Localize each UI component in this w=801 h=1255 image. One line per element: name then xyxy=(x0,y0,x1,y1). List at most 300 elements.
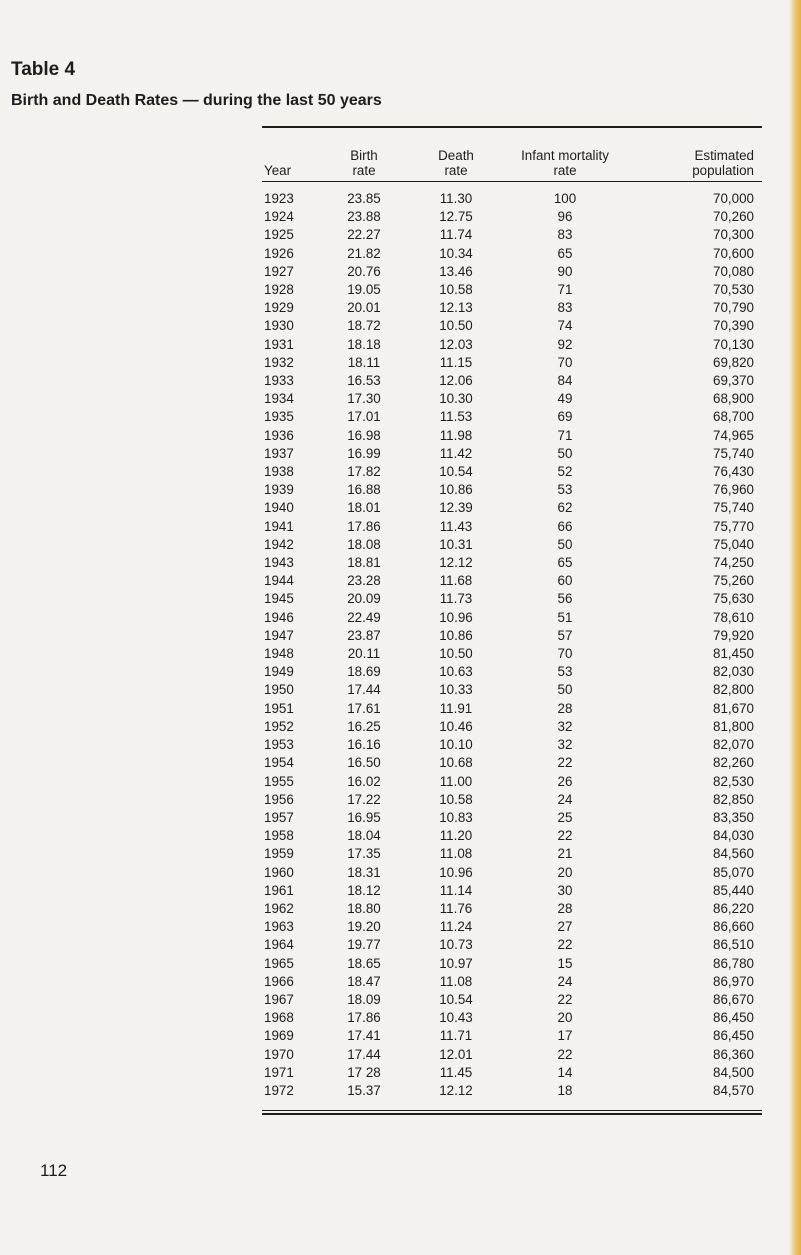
table-row xyxy=(262,499,762,517)
table-row xyxy=(262,245,762,263)
header-year: Year xyxy=(264,163,292,178)
table-row xyxy=(262,809,762,827)
table-row xyxy=(262,317,762,335)
cell-death-rate: 11.24 xyxy=(439,919,473,935)
table-body xyxy=(262,182,762,1110)
header-estimated-population: Estimated population xyxy=(692,148,754,178)
cell-estimated-population: 69,370 xyxy=(713,373,754,389)
cell-death-rate: 12.06 xyxy=(439,373,473,389)
cell-death-rate: 11.14 xyxy=(439,882,473,898)
table-row xyxy=(262,645,762,663)
cell-infant-mortality: 100 xyxy=(553,191,577,206)
cell-infant-mortality: 25 xyxy=(557,809,573,825)
cell-infant-mortality: 20 xyxy=(557,1010,573,1026)
cell-year: 1925 xyxy=(264,227,294,243)
table-row xyxy=(262,390,762,408)
cell-estimated-population: 84,030 xyxy=(713,828,754,844)
cell-birth-rate: 17.35 xyxy=(347,846,381,862)
cell-death-rate: 10.34 xyxy=(439,245,473,261)
cell-infant-mortality: 70 xyxy=(557,354,573,370)
table-row xyxy=(262,1046,762,1064)
cell-estimated-population: 86,220 xyxy=(713,900,754,916)
cell-estimated-population: 86,510 xyxy=(713,937,754,953)
cell-birth-rate: 18.72 xyxy=(347,318,381,334)
cell-estimated-population: 84,560 xyxy=(713,846,754,862)
cell-infant-mortality: 22 xyxy=(557,937,573,953)
cell-estimated-population: 70,390 xyxy=(713,318,754,334)
table-row xyxy=(262,663,762,681)
cell-birth-rate: 16.16 xyxy=(347,737,381,753)
cell-birth-rate: 17.01 xyxy=(347,409,381,425)
cell-estimated-population: 79,920 xyxy=(713,627,754,643)
cell-year: 1937 xyxy=(264,445,294,461)
cell-birth-rate: 23.28 xyxy=(347,573,381,589)
cell-death-rate: 10.58 xyxy=(439,282,473,298)
cell-year: 1942 xyxy=(264,536,294,552)
cell-estimated-population: 70,260 xyxy=(713,209,754,225)
table-title: Table 4 xyxy=(11,59,76,80)
cell-year: 1965 xyxy=(264,955,294,971)
cell-infant-mortality: 83 xyxy=(557,300,573,316)
table-row xyxy=(262,736,762,754)
cell-year: 1963 xyxy=(264,919,294,935)
cell-year: 1953 xyxy=(264,737,294,753)
cell-death-rate: 11.53 xyxy=(439,409,473,425)
cell-birth-rate: 23.88 xyxy=(347,209,381,225)
cell-birth-rate: 18.09 xyxy=(347,991,381,1007)
cell-birth-rate: 20.09 xyxy=(347,591,381,607)
cell-infant-mortality: 52 xyxy=(557,464,573,480)
cell-year: 1972 xyxy=(264,1082,294,1098)
cell-infant-mortality: 22 xyxy=(557,828,573,844)
table-row xyxy=(262,773,762,791)
cell-death-rate: 10.31 xyxy=(439,536,473,552)
cell-estimated-population: 82,800 xyxy=(713,682,754,698)
cell-estimated-population: 68,700 xyxy=(713,409,754,425)
cell-estimated-population: 86,970 xyxy=(713,973,754,989)
cell-year: 1954 xyxy=(264,755,294,771)
table-row xyxy=(262,481,762,499)
cell-birth-rate: 16.02 xyxy=(347,773,381,789)
table-row xyxy=(262,718,762,736)
cell-death-rate: 10.58 xyxy=(439,791,473,807)
cell-estimated-population: 86,450 xyxy=(713,1010,754,1026)
cell-year: 1936 xyxy=(264,427,294,443)
table-row xyxy=(262,827,762,845)
cell-infant-mortality: 32 xyxy=(557,718,573,734)
cell-year: 1951 xyxy=(264,700,294,716)
cell-year: 1964 xyxy=(264,937,294,953)
table-row xyxy=(262,263,762,281)
cell-estimated-population: 76,960 xyxy=(713,482,754,498)
cell-infant-mortality: 62 xyxy=(557,500,573,516)
cell-birth-rate: 18.01 xyxy=(347,500,381,516)
cell-death-rate: 10.46 xyxy=(439,718,473,734)
cell-estimated-population: 70,790 xyxy=(713,300,754,316)
cell-death-rate: 11.20 xyxy=(439,828,473,844)
cell-birth-rate: 18.47 xyxy=(347,973,381,989)
cell-death-rate: 10.30 xyxy=(439,391,473,407)
cell-infant-mortality: 20 xyxy=(557,864,573,880)
cell-birth-rate: 16.88 xyxy=(347,482,381,498)
cell-infant-mortality: 57 xyxy=(557,627,573,643)
cell-death-rate: 11.68 xyxy=(439,573,473,589)
cell-infant-mortality: 28 xyxy=(557,700,573,716)
cell-infant-mortality: 24 xyxy=(557,791,573,807)
cell-infant-mortality: 69 xyxy=(557,409,573,425)
cell-estimated-population: 78,610 xyxy=(713,609,754,625)
cell-year: 1957 xyxy=(264,809,294,825)
cell-death-rate: 11.71 xyxy=(439,1028,473,1044)
cell-infant-mortality: 17 xyxy=(557,1028,573,1044)
cell-birth-rate: 17.86 xyxy=(347,518,381,534)
table-row xyxy=(262,463,762,481)
cell-estimated-population: 75,740 xyxy=(713,445,754,461)
cell-birth-rate: 17.82 xyxy=(347,464,381,480)
cell-year: 1924 xyxy=(264,209,294,225)
table-row xyxy=(262,590,762,608)
cell-estimated-population: 86,780 xyxy=(713,955,754,971)
table-row xyxy=(262,182,762,208)
cell-estimated-population: 82,030 xyxy=(713,664,754,680)
cell-infant-mortality: 18 xyxy=(557,1082,573,1098)
cell-death-rate: 12.01 xyxy=(439,1046,473,1062)
cell-death-rate: 10.86 xyxy=(439,627,473,643)
cell-estimated-population: 86,670 xyxy=(713,991,754,1007)
cell-death-rate: 10.83 xyxy=(439,809,473,825)
cell-infant-mortality: 96 xyxy=(557,209,573,225)
table-row xyxy=(262,281,762,299)
cell-infant-mortality: 51 xyxy=(557,609,573,625)
cell-estimated-population: 74,965 xyxy=(713,427,754,443)
table-row xyxy=(262,1064,762,1082)
cell-infant-mortality: 14 xyxy=(557,1064,573,1080)
cell-death-rate: 11.98 xyxy=(439,427,473,443)
cell-death-rate: 11.42 xyxy=(439,445,473,461)
cell-estimated-population: 69,820 xyxy=(713,354,754,370)
cell-death-rate: 10.73 xyxy=(439,937,473,953)
cell-birth-rate: 18.80 xyxy=(347,900,381,916)
cell-estimated-population: 81,800 xyxy=(713,718,754,734)
table-row xyxy=(262,572,762,590)
table-row xyxy=(262,518,762,536)
cell-birth-rate: 22.49 xyxy=(347,609,381,625)
cell-estimated-population: 82,070 xyxy=(713,737,754,753)
table-row xyxy=(262,700,762,718)
table-row xyxy=(262,554,762,572)
cell-infant-mortality: 22 xyxy=(557,755,573,771)
cell-infant-mortality: 28 xyxy=(557,900,573,916)
cell-estimated-population: 70,300 xyxy=(713,227,754,243)
cell-estimated-population: 70,530 xyxy=(713,282,754,298)
cell-infant-mortality: 84 xyxy=(557,373,573,389)
cell-estimated-population: 68,900 xyxy=(713,391,754,407)
cell-birth-rate: 23.85 xyxy=(347,191,381,206)
table-row xyxy=(262,372,762,390)
cell-year: 1926 xyxy=(264,245,294,261)
cell-birth-rate: 16.25 xyxy=(347,718,381,734)
cell-year: 1935 xyxy=(264,409,294,425)
cell-death-rate: 11.76 xyxy=(439,900,473,916)
cell-birth-rate: 18.04 xyxy=(347,828,381,844)
cell-death-rate: 10.50 xyxy=(439,318,473,334)
cell-birth-rate: 18.81 xyxy=(347,555,381,571)
cell-estimated-population: 83,350 xyxy=(713,809,754,825)
cell-birth-rate: 15.37 xyxy=(347,1082,381,1098)
cell-birth-rate: 19.05 xyxy=(347,282,381,298)
cell-year: 1932 xyxy=(264,354,294,370)
cell-birth-rate: 18.69 xyxy=(347,664,381,680)
cell-year: 1958 xyxy=(264,828,294,844)
cell-infant-mortality: 90 xyxy=(557,263,573,279)
cell-infant-mortality: 53 xyxy=(557,482,573,498)
cell-infant-mortality: 66 xyxy=(557,518,573,534)
cell-estimated-population: 74,250 xyxy=(713,555,754,571)
cell-infant-mortality: 53 xyxy=(557,664,573,680)
cell-year: 1969 xyxy=(264,1028,294,1044)
table-row xyxy=(262,754,762,772)
cell-year: 1955 xyxy=(264,773,294,789)
cell-infant-mortality: 92 xyxy=(557,336,573,352)
cell-death-rate: 11.08 xyxy=(439,973,473,989)
table-row xyxy=(262,681,762,699)
cell-estimated-population: 84,570 xyxy=(713,1082,754,1098)
cell-death-rate: 10.33 xyxy=(439,682,473,698)
cell-year: 1948 xyxy=(264,646,294,662)
cell-estimated-population: 84,500 xyxy=(713,1064,754,1080)
header-infant-mortality: Infant mortality rate xyxy=(521,148,609,178)
cell-infant-mortality: 24 xyxy=(557,973,573,989)
cell-infant-mortality: 27 xyxy=(557,919,573,935)
cell-birth-rate: 22.27 xyxy=(347,227,381,243)
cell-birth-rate: 19.77 xyxy=(347,937,381,953)
cell-infant-mortality: 74 xyxy=(557,318,573,334)
cell-death-rate: 11.15 xyxy=(439,354,473,370)
cell-birth-rate: 18.12 xyxy=(347,882,381,898)
cell-death-rate: 10.50 xyxy=(439,646,473,662)
cell-birth-rate: 17.41 xyxy=(347,1028,381,1044)
table-row xyxy=(262,208,762,226)
cell-death-rate: 10.86 xyxy=(439,482,473,498)
cell-estimated-population: 70,130 xyxy=(713,336,754,352)
cell-birth-rate: 23.87 xyxy=(347,627,381,643)
table-row xyxy=(262,609,762,627)
table-row xyxy=(262,918,762,936)
cell-birth-rate: 17.22 xyxy=(347,791,381,807)
cell-year: 1949 xyxy=(264,664,294,680)
cell-infant-mortality: 50 xyxy=(557,445,573,461)
cell-birth-rate: 18.31 xyxy=(347,864,381,880)
cell-year: 1923 xyxy=(264,191,294,206)
cell-year: 1962 xyxy=(264,900,294,916)
cell-infant-mortality: 32 xyxy=(557,737,573,753)
cell-year: 1940 xyxy=(264,500,294,516)
table-row xyxy=(262,408,762,426)
cell-infant-mortality: 21 xyxy=(557,846,573,862)
cell-birth-rate: 16.95 xyxy=(347,809,381,825)
cell-year: 1928 xyxy=(264,282,294,298)
cell-estimated-population: 82,260 xyxy=(713,755,754,771)
cell-estimated-population: 75,770 xyxy=(713,518,754,534)
table-row xyxy=(262,882,762,900)
cell-year: 1943 xyxy=(264,555,294,571)
cell-year: 1956 xyxy=(264,791,294,807)
table-row xyxy=(262,973,762,991)
cell-year: 1950 xyxy=(264,682,294,698)
table-row xyxy=(262,226,762,244)
cell-death-rate: 11.00 xyxy=(439,773,473,789)
cell-estimated-population: 70,080 xyxy=(713,263,754,279)
cell-birth-rate: 18.08 xyxy=(347,536,381,552)
header-death-rate: Death rate xyxy=(438,148,474,178)
cell-death-rate: 11.43 xyxy=(439,518,473,534)
cell-year: 1967 xyxy=(264,991,294,1007)
cell-estimated-population: 86,450 xyxy=(713,1028,754,1044)
cell-birth-rate: 17.44 xyxy=(347,1046,381,1062)
cell-estimated-population: 75,260 xyxy=(713,573,754,589)
table-row xyxy=(262,864,762,882)
table-row xyxy=(262,845,762,863)
table-row xyxy=(262,336,762,354)
cell-year: 1930 xyxy=(264,318,294,334)
cell-infant-mortality: 50 xyxy=(557,682,573,698)
cell-death-rate: 12.12 xyxy=(439,555,473,571)
cell-year: 1966 xyxy=(264,973,294,989)
cell-death-rate: 10.10 xyxy=(439,737,473,753)
cell-infant-mortality: 15 xyxy=(557,955,573,971)
cell-infant-mortality: 70 xyxy=(557,646,573,662)
cell-death-rate: 10.97 xyxy=(439,955,473,971)
cell-estimated-population: 86,360 xyxy=(713,1046,754,1062)
cell-death-rate: 12.12 xyxy=(439,1082,473,1098)
cell-birth-rate: 16.53 xyxy=(347,373,381,389)
cell-death-rate: 11.30 xyxy=(439,191,473,206)
cell-infant-mortality: 83 xyxy=(557,227,573,243)
cell-infant-mortality: 30 xyxy=(557,882,573,898)
cell-birth-rate: 16.98 xyxy=(347,427,381,443)
cell-birth-rate: 17.86 xyxy=(347,1010,381,1026)
cell-birth-rate: 20.11 xyxy=(347,646,381,662)
cell-estimated-population: 85,070 xyxy=(713,864,754,880)
cell-year: 1933 xyxy=(264,373,294,389)
bottom-rule-thick xyxy=(262,1113,762,1115)
cell-death-rate: 10.68 xyxy=(439,755,473,771)
cell-year: 1961 xyxy=(264,882,294,898)
cell-estimated-population: 81,670 xyxy=(713,700,754,716)
rates-table-container xyxy=(262,126,762,1115)
cell-year: 1929 xyxy=(264,300,294,316)
table-row xyxy=(262,1082,762,1110)
cell-estimated-population: 82,850 xyxy=(713,791,754,807)
cell-infant-mortality: 26 xyxy=(557,773,573,789)
table-row xyxy=(262,536,762,554)
cell-year: 1971 xyxy=(264,1064,294,1080)
table-row xyxy=(262,900,762,918)
cell-year: 1934 xyxy=(264,391,294,407)
cell-birth-rate: 17.44 xyxy=(347,682,381,698)
cell-birth-rate: 16.99 xyxy=(347,445,381,461)
rates-table xyxy=(262,128,762,181)
cell-death-rate: 11.45 xyxy=(439,1064,473,1080)
cell-death-rate: 10.63 xyxy=(439,664,473,680)
cell-estimated-population: 82,530 xyxy=(713,773,754,789)
cell-death-rate: 11.08 xyxy=(439,846,473,862)
table-row xyxy=(262,1027,762,1045)
table-row xyxy=(262,299,762,317)
cell-birth-rate: 18.18 xyxy=(347,336,381,352)
cell-estimated-population: 75,040 xyxy=(713,536,754,552)
table-subtitle: Birth and Death Rates — during the last 50 years xyxy=(11,92,382,109)
cell-year: 1938 xyxy=(264,464,294,480)
cell-estimated-population: 86,660 xyxy=(713,919,754,935)
header-row xyxy=(262,128,762,181)
cell-birth-rate: 16.50 xyxy=(347,755,381,771)
cell-year: 1939 xyxy=(264,482,294,498)
header-birth-rate: Birth rate xyxy=(350,148,378,178)
table-row xyxy=(262,936,762,954)
rates-table-body xyxy=(262,182,762,1110)
cell-estimated-population: 76,430 xyxy=(713,464,754,480)
cell-estimated-population: 70,000 xyxy=(713,191,754,206)
cell-death-rate: 11.73 xyxy=(439,591,473,607)
cell-year: 1927 xyxy=(264,263,294,279)
cell-death-rate: 13.46 xyxy=(439,263,473,279)
cell-year: 1959 xyxy=(264,846,294,862)
cell-estimated-population: 85,440 xyxy=(713,882,754,898)
cell-death-rate: 10.96 xyxy=(439,609,473,625)
cell-year: 1970 xyxy=(264,1046,294,1062)
table-row xyxy=(262,627,762,645)
cell-birth-rate: 17 28 xyxy=(347,1064,381,1080)
cell-birth-rate: 19.20 xyxy=(347,919,381,935)
cell-year: 1952 xyxy=(264,718,294,734)
cell-year: 1947 xyxy=(264,627,294,643)
cell-infant-mortality: 22 xyxy=(557,991,573,1007)
cell-death-rate: 12.75 xyxy=(439,209,473,225)
cell-death-rate: 11.91 xyxy=(439,700,473,716)
table-row xyxy=(262,354,762,372)
table-row xyxy=(262,991,762,1009)
cell-year: 1944 xyxy=(264,573,294,589)
cell-infant-mortality: 49 xyxy=(557,391,573,407)
cell-infant-mortality: 50 xyxy=(557,536,573,552)
table-row xyxy=(262,1009,762,1027)
cell-year: 1945 xyxy=(264,591,294,607)
cell-year: 1941 xyxy=(264,518,294,534)
cell-death-rate: 10.43 xyxy=(439,1010,473,1026)
cell-infant-mortality: 65 xyxy=(557,555,573,571)
cell-infant-mortality: 60 xyxy=(557,573,573,589)
cell-year: 1960 xyxy=(264,864,294,880)
page-edge xyxy=(789,0,801,1255)
cell-death-rate: 10.54 xyxy=(439,991,473,1007)
cell-death-rate: 11.74 xyxy=(439,227,473,243)
cell-infant-mortality: 65 xyxy=(557,245,573,261)
cell-infant-mortality: 56 xyxy=(557,591,573,607)
table-row xyxy=(262,427,762,445)
cell-birth-rate: 18.65 xyxy=(347,955,381,971)
cell-birth-rate: 21.82 xyxy=(347,245,381,261)
cell-estimated-population: 75,630 xyxy=(713,591,754,607)
cell-infant-mortality: 71 xyxy=(557,427,573,443)
cell-year: 1931 xyxy=(264,336,294,352)
cell-year: 1968 xyxy=(264,1010,294,1026)
cell-death-rate: 10.96 xyxy=(439,864,473,880)
cell-birth-rate: 17.30 xyxy=(347,391,381,407)
cell-birth-rate: 17.61 xyxy=(347,700,381,716)
cell-year: 1946 xyxy=(264,609,294,625)
cell-death-rate: 12.39 xyxy=(439,500,473,516)
